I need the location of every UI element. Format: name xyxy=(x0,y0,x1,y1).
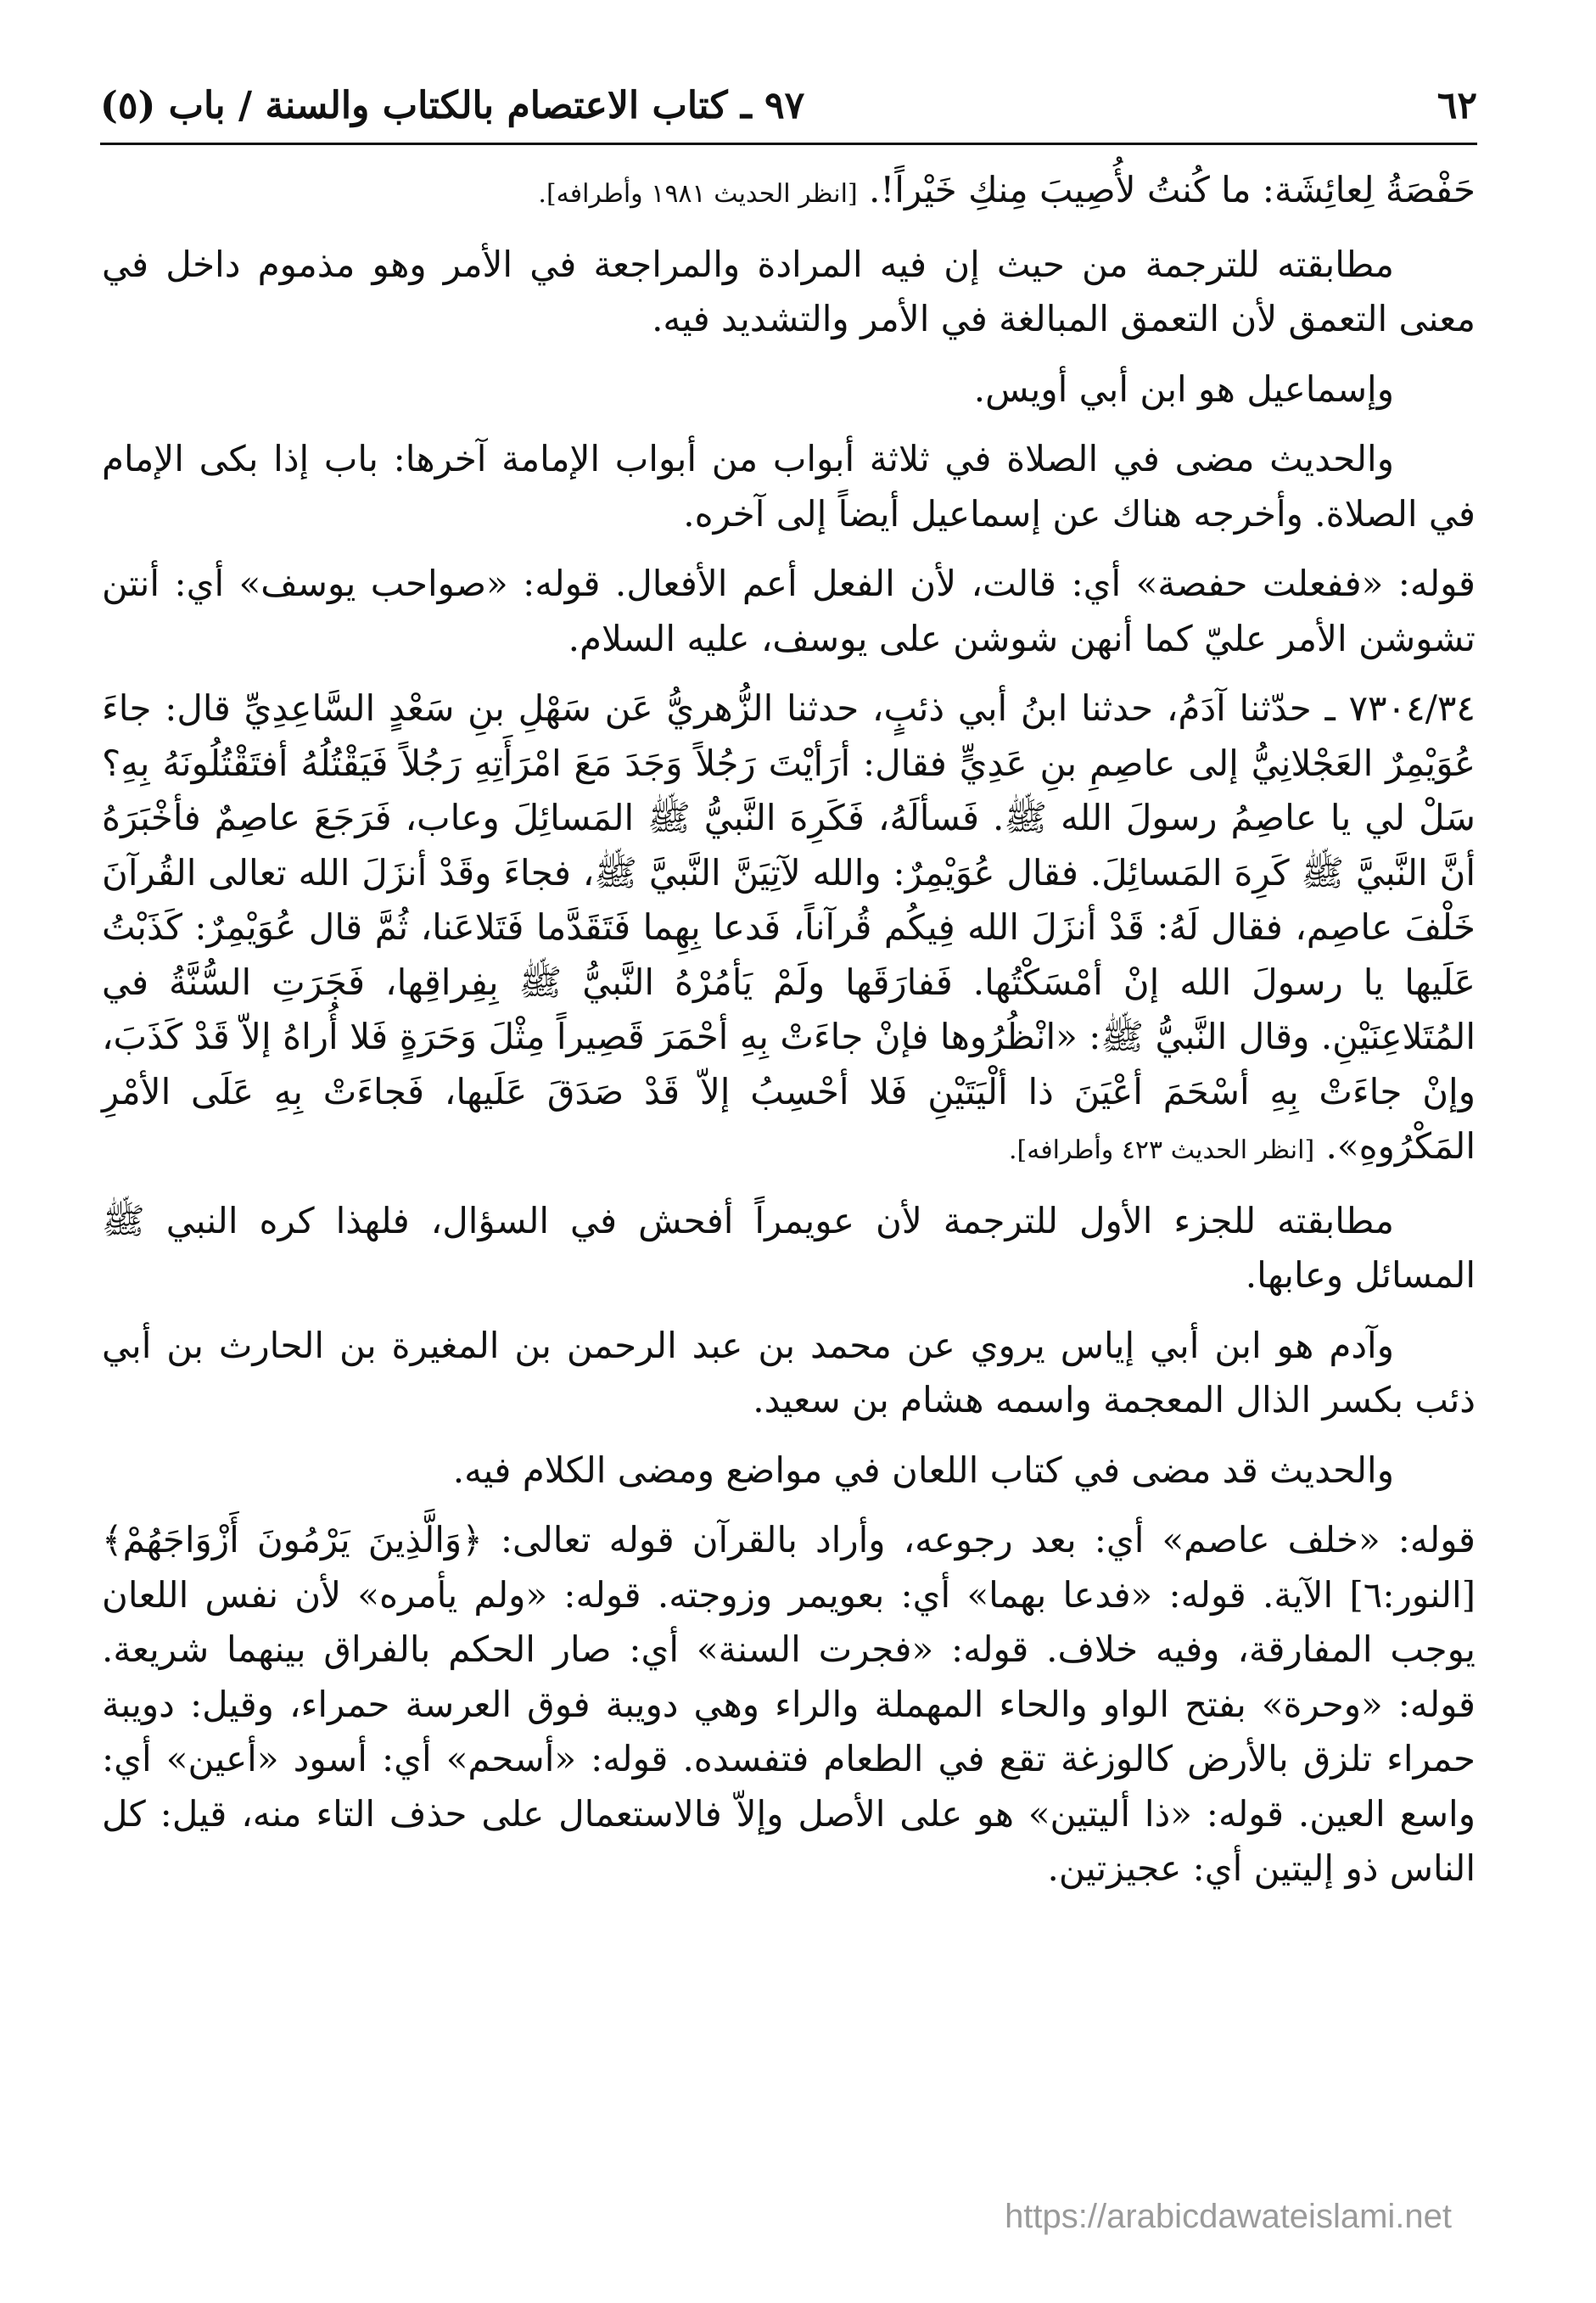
header-divider xyxy=(100,143,1477,145)
page-number: ٦٢ xyxy=(1436,83,1477,127)
paragraph-6: مطابقته للجزء الأول للترجمة لأن عويمراً أفحش في السؤال، فلهذا كره النبي ﷺ المسائل وعابها. xyxy=(102,1199,1476,1296)
paragraph-7: وآدم هو ابن أبي إياس يروي عن محمد بن عبد الرحمن بن المغيرة بن الحارث بن أبي ذئب بكسر الذال المعجمة واسمه هشام بن سعيد. xyxy=(102,1324,1476,1420)
paragraph-1-text: حَفْصَةُ لِعائِشَة: ما كُنتُ لأُصِيبَ مِنكِ خَيْراً!. xyxy=(869,169,1476,210)
page-header xyxy=(100,66,1477,144)
hadith-body: ٧٣٠٤/٣٤ ـ حدّثنا آدَمُ، حدثنا ابنُ أبي ذئبٍ، حدثنا الزُّهريُّ عَن سَهْلِ بنِ سَعْدٍ السَّاعِدِيِّ قال: جاءَ عُوَيْمِرٌ العَجْلانِيُّ إلى عاصِمِ بنِ عَدِيٍّ فقال: أرَأيْتَ رَجُلاً وَجَدَ مَعَ امْرَأَتِهِ رَجُلاً فَيَقْتُلُهُ أفتَقْتُلُونَهُ بِهِ؟ سَلْ لي يا عاصِمُ رسولَ الله ﷺ. فَسألَهُ، فَكَرِهَ النَّبيُّ ﷺ المَسائِلَ وعاب، فَرَجَعَ عاصِمٌ فأخْبَرَهُ أنَّ النَّبيَّ ﷺ كَرِهَ المَسائِلَ. فقال عُوَيْمِرٌ: والله لآتِيَنَّ النَّبيَّ ﷺ، فجاءَ وقَدْ أنزَلَ الله تعالى القُرآنَ خَلْفَ عاصِم، فقال لَهُ: قَدْ أنزَلَ الله فِيكُم قُرآناً، فَدعا بِهِما فَتَقَدَّما فَتَلاعَنا، ثُمَّ قال عُوَيْمِرٌ: كَذَبْتُ عَلَيها يا رسولَ الله إنْ أمْسَكْتُها. فَفارَقَها ولَمْ يَأمُرْهُ النَّبيُّ ﷺ بِفِراقِها، فَجَرَتِ السُّنَّةُ في المُتَلاعِنَيْنِ. وقال النَّبيُّ ﷺ: «انْظُرُوها فإنْ جاءَتْ بِهِ أحْمَرَ قَصِيراً مِثْلَ وَحَرَةٍ فَلا أُراهُ إلاّ قَدْ كَذَبَ، وإنْ جاءَتْ بِهِ أسْحَمَ أعْيَنَ ذا ألْيَتَيْنِ فَلا أحْسِبُ إلاّ قَدْ صَدَقَ عَلَيها، فَجاءَتْ بِهِ عَلَى الأمْرِ المَكْرُوهِ». xyxy=(102,687,1476,1167)
hadith-reference: [انظر الحديث ٤٢٣ وأطرافه]. xyxy=(1009,1135,1315,1165)
hadith-text xyxy=(102,681,1476,1179)
running-title: ٩٧ ـ كتاب الاعتصام بالكتاب والسنة / باب (٥) xyxy=(100,83,805,127)
paragraph-9: قوله: «خلف عاصم» أي: بعد رجوعه، وأراد بالقرآن قوله تعالى: ﴿وَالَّذِينَ يَرْمُونَ أَزْوَاجَهُمْ﴾ [النور:٦] الآية. قوله: «فدعا بهما» أي: بعويمر وزوجته. قوله: «ولم يأمره» لأن نفس اللعان يوجب المفارقة، وفيه خلاف. قوله: «فجرت السنة» أي: صار الحكم بالفراق بينهما شريعة. قوله: «وحرة» بفتح الواو والحاء المهملة والراء وهي دويبة فوق العرسة حمراء، وقيل: دويبة حمراء تلزق بالأرض كالوزغة تقع في الطعام فتفسده. قوله: «أسحم» أي: أسود «أعين» أي: واسع العين. قوله: «ذا أليتين» هو على الأصل وإلاّ فالاستعمال على حذف التاء منه، قيل: كل الناس ذو إليتين أي: عجيزتين. xyxy=(102,1519,1476,1889)
watermark: https://arabicdawateislami.net xyxy=(1005,2198,1452,2235)
page-content xyxy=(102,163,1476,2201)
paragraph-2: مطابقته للترجمة من حيث إن فيه المرادة والمراجعة في الأمر وهو مذموم داخل في معنى التعمق لأن التعمق المبالغة في الأمر والتشديد فيه. xyxy=(102,243,1476,339)
paragraph-5: قوله: «ففعلت حفصة» أي: قالت، لأن الفعل أعم الأفعال. قوله: «صواحب يوسف» أي: أنتن تشوشن الأمر عليّ كما أنهن شوشن على يوسف، عليه السلام. xyxy=(102,563,1476,659)
paragraph-8: والحديث قد مضى في كتاب اللعان في مواضع ومضى الكلام فيه. xyxy=(452,1448,1394,1491)
paragraph-1 xyxy=(102,163,1476,222)
paragraph-3: وإسماعيل هو ابن أبي أويس. xyxy=(973,367,1394,410)
paragraph-4: والحديث مضى في الصلاة في ثلاثة أبواب من أبواب الإمامة آخرها: باب إذا بكى الإمام في الصلاة. وأخرجه هناك عن إسماعيل أيضاً إلى آخره. xyxy=(102,438,1476,535)
paragraph-1-reference: [انظر الحديث ١٩٨١ وأطرافه]. xyxy=(538,179,858,209)
